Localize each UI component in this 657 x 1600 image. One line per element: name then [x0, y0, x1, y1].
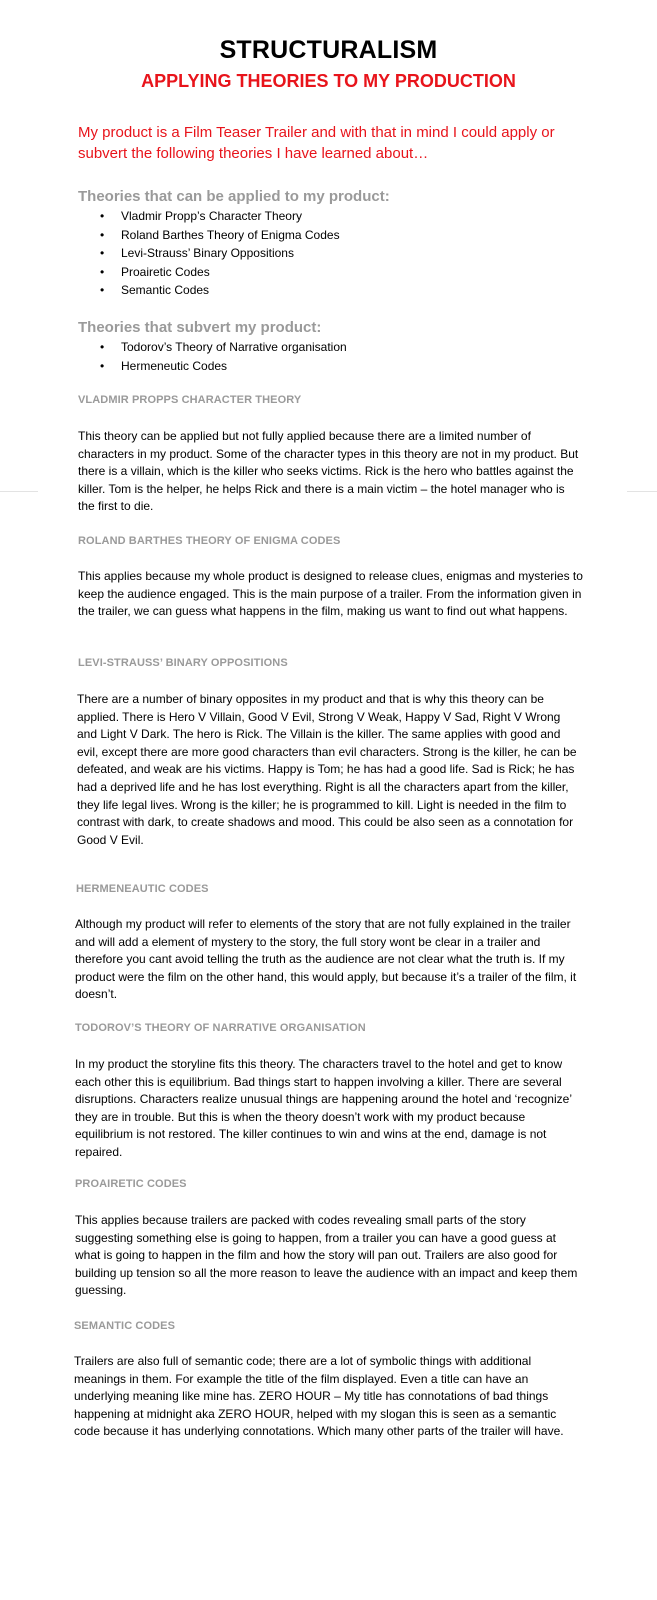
section-body-proairetic: This applies because trailers are packed with codes revealing small parts of the story suggesting something else is going to happen, from a trailer you can have a good guess at what is going to happen in the film and how the story will pan out. Trailers are also good for building up tension so all the more reason to leave the audience with an impact and keep them guessing. — [75, 1213, 578, 1298]
section-heading-barthes: ROLAND BARTHES THEORY OF ENIGMA CODES — [78, 535, 341, 547]
section-heading-semantic: SEMANTIC CODES — [74, 1320, 176, 1332]
applied-theories-list — [78, 207, 340, 300]
list-item: • Vladmir Propp’s Character Theory — [78, 207, 340, 226]
subverted-theories-heading: Theories that subvert my product: — [78, 319, 322, 336]
section-body-hermeneutic: Although my product will refer to elements of the story that are not fully explained in the trailer and will add a element of mystery to the story, the full story wont be clear in a trailer and therefore you cant avoid telling the truth as the audience are not clear what the truth is. If my product were the film on the other hand, this would apply, but because it’s a trailer of the film, it doesn’t. — [75, 917, 577, 1002]
list-item: • Hermeneutic Codes — [78, 357, 347, 376]
section-body-barthes: This applies because my whole product is designed to release clues, enigmas and mysteries to keep the audience engaged. This is the main purpose of a trailer. From the information given in the trailer, we can guess what happens in the film, making us want to find out what happens. — [78, 569, 583, 619]
section-body-propp: This theory can be applied but not fully applied because there are a limited number of characters in my product. Some of the character types in this theory are not in my product. But there is a villain, which is the killer who seeks victims. Rick is the hero who battles against the killer. Tom is the helper, he helps Rick and there is a main victim – the hotel manager who is the first to die. — [78, 429, 579, 514]
applied-theories-heading: Theories that can be applied to my product: — [78, 188, 390, 205]
page-title: STRUCTURALISM — [219, 36, 438, 64]
section-heading-propp: VLADMIR PROPPS CHARACTER THEORY — [78, 394, 302, 406]
section-heading-todorov: TODOROV’S THEORY OF NARRATIVE ORGANISATION — [75, 1022, 366, 1034]
list-item: • Todorov’s Theory of Narrative organisation — [78, 338, 347, 357]
list-item: • Proairetic Codes — [78, 263, 340, 282]
subverted-theories-list — [78, 338, 347, 375]
section-body-semantic: Trailers are also full of semantic code; there are a lot of symbolic things with additional meanings in them. For example the title of the film displayed. Even a title can have an underlying meaning like mine has. ZERO HOUR – My title has connotations of bad things happening at midnight aka ZERO HOUR, helped with my slogan this is seen as a semantic code because it has underlying connotations. Which many other parts of the trailer will have. — [74, 1354, 564, 1439]
section-body-todorov: In my product the storyline fits this theory. The characters travel to the hotel and get to know each other this is equilibrium. Bad things start to happen involving a killer. There are several disruptions. Characters realize unusual things are happening around the hotel and ‘recognize’ they are in trouble. But this is when the theory doesn’t work with my product because equilibrium is not restored. The killer continues to win and wins at the end, damage is not repaired. — [75, 1057, 572, 1159]
list-item: • Roland Barthes Theory of Enigma Codes — [78, 226, 340, 245]
section-heading-proairetic: PROAIRETIC CODES — [75, 1178, 187, 1190]
page-subtitle: APPLYING THEORIES TO MY PRODUCTION — [141, 71, 516, 91]
section-heading-levi-strauss: LEVI-STRAUSS’ BINARY OPPOSITIONS — [78, 657, 288, 669]
list-item: • Levi-Strauss’ Binary Oppositions — [78, 244, 340, 263]
list-item: • Semantic Codes — [78, 281, 340, 300]
page-edge-divider-right — [627, 491, 657, 492]
section-body-levi-strauss: There are a number of binary opposites in my product and that is why this theory can be applied. There is Hero V Villain, Good V Evil, Strong V Weak, Happy V Sad, Right V Wrong and Light V Dark. The hero is Rick. The Villain is the killer. The same applies with good and evil, except there are more good characters than evil characters. Strong is the killer, he can be defeated, and weak are his victims. Happy is Tom; he has had a good life. Sad is Rick; he has had a deprived life and he has lost everything. Right is all the characters apart from the killer, they life legal lives. Wrong is the killer; he is programmed to kill. Light is needed in the film to contrast with dark, to create shadows and mood. This could be also seen as a connotation for Good V Evil. — [77, 692, 577, 847]
section-heading-hermeneutic: HERMENEAUTIC CODES — [76, 883, 209, 895]
intro-paragraph: My product is a Film Teaser Trailer and with that in mind I could apply or subvert the following theories I have learned about… — [78, 124, 555, 162]
page-edge-divider-left — [0, 491, 38, 492]
